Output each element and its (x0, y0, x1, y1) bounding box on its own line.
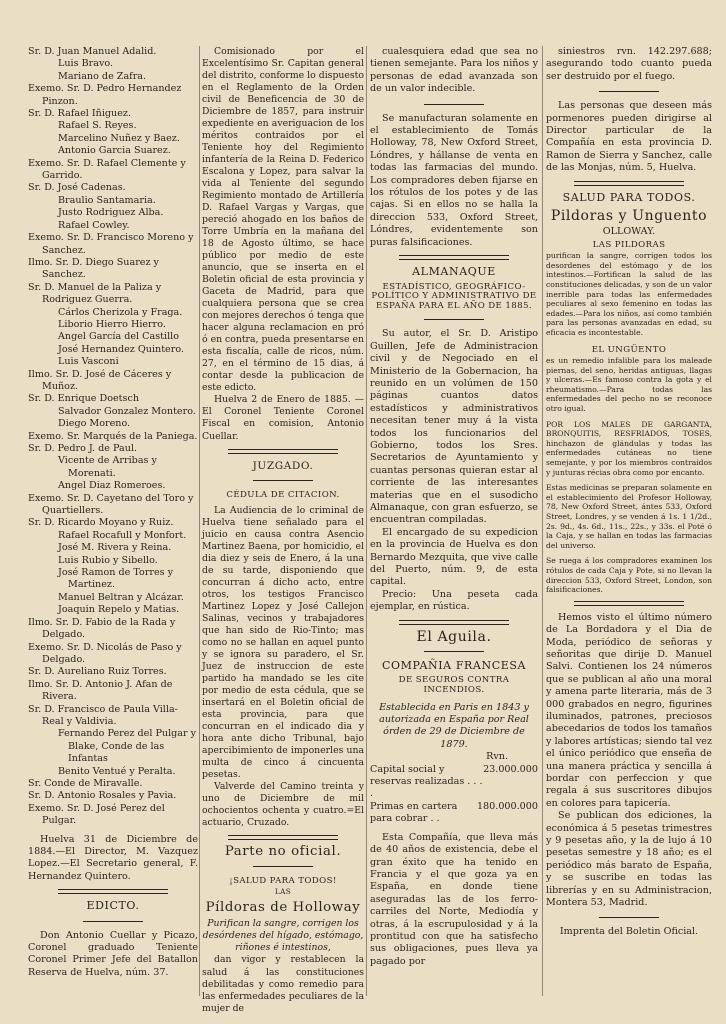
subscriber-name: Sr. D. Pedro J. de Paul. (28, 443, 138, 454)
edicto-intro: Don Antonio Cuellar y Picazo, Coronel graduado Teniente Coronel Primer Jefe del Batallon Reserva de Huelva, núm. 37. (28, 929, 198, 978)
subscriber-name: José M. Rivera y Reina. (58, 542, 172, 554)
medicinas-text: Estas medicinas se preparan solamente en el establecimiento del Profesor Holloway, 78, New Oxford Street, ántes 533, Oxford Street, Londres, y se venden á 1s. 1 1/2d., 2s. 9d., 4s. 6d., 11s., 22s., y 33s. el Poté ó la Caja, y se hallan en todas las farmacias del universo. (546, 483, 712, 550)
column-1 (28, 46, 198, 979)
subscriber-name: Braulio Santamaria. (58, 194, 156, 206)
cedula-body: La Audiencia de lo criminal de Huelva tiene señalado para el juicio en causa contra Asencio Martinez Baena, por homicidio, el dia diez y seis de Enero, á la una de su tarde, disponiendo que concurran á dicho acto, entre otros, los testigos Francisco Martinez Lopez y José Callejon Salinas, vecinos y trabajadores que han sido de Rio-Tinto; mas como no se hallan en aquel punto y se ignora su paradero, el Sr. Juez de instruccion de este partido ha mandado se les cite por medio de esta cédula, que se insertará en el Boletin oficial de esta provincia, para que concurran en el indicado dia y hora ante dicho Tribunal, bajo apercibimiento de imponerles una multa de cinco á cincuenta pesetas. (202, 504, 364, 780)
section-divider (399, 620, 509, 625)
column-rule (542, 46, 543, 996)
compania-established: Establecida en Paris en 1843 y autorizada en España por Real órden de 29 de Diciembre de 1879. (379, 701, 529, 750)
personas-text: Las personas que deseen más pormenores pueden dirigirse al Director particular de la Compañía en esta provincia D. Ramon de Sierra y Sanchez, calle de las Monjas, núm. 5, Huelva. (546, 100, 712, 174)
subscriber-name: Joaquin Repelo y Matias. (58, 604, 180, 616)
manufacture-notice: Se manufacturan solamente en el establecimiento de Tomás Holloway, 78, New Oxford Street, Lóndres, y hállanse de venta en todas las farmacias del mundo. Los compradores deben fijarse en los rótulos de los potes y de las cajas. Si en ellos no se halla la direccion 533, Oxford Street, Lóndres, evidentemente son puras falsificaciones. (370, 112, 538, 248)
rvn-label: Rvn. (486, 751, 508, 763)
subscriber-name: Justo Rodriguez Alba. (58, 207, 164, 219)
subscriber-name: José Ramon de Torres y Martinez. (58, 567, 174, 591)
short-divider (83, 921, 143, 922)
parte-no-oficial-heading: Parte no oficial. (224, 843, 342, 859)
short-divider (253, 866, 313, 867)
salud-heading: ¡SALUD PARA TODOS! (229, 875, 337, 886)
edicto-signature: Huelva 2 de Enero de 1885. —El Coronel Teniente Coronel Fiscal en comision, Antonio Cuellar. (202, 394, 364, 442)
subscriber-name: Cárlos Cherizola y Fraga. (58, 306, 183, 318)
las-label: LAS (274, 887, 292, 896)
subscriber-name: Sr. D. José Cadenas. (28, 182, 126, 194)
subscriber-name: Sr. D. Antonio Rosales y Pavia. (28, 790, 177, 802)
closing-signature: Huelva 31 de Diciembre de 1884.—El Director, M. Vazquez Lopez.—El Secretario general, F. Hernandez Quintero. (28, 833, 198, 882)
subscriber-name: Luis Vasconi (58, 356, 119, 368)
capital-value: 23.000.000 (483, 763, 538, 775)
subscriber-name: Exemo. Sr. D. Pedro Hernandez Pinzon. (28, 83, 182, 107)
subscriber-name: Sr. D. Francisco de Paula Villa-Real y Valdivia. (28, 703, 178, 727)
column-rule (199, 46, 200, 996)
garganta-text: POR LOS MALES DE GARGANTA, BRONQUITIS, RESFRIADOS, TOSES, hinchazon de glándulas y todas las enfermedades cutáneas no tiene semejante, y por los miembros contraidos y junturas récias obra como por encanto. (546, 419, 712, 477)
section-divider (399, 255, 509, 260)
subscriber-name: Ilmo. Sr. D. Fabio de la Rada y Delgado. (28, 616, 176, 641)
subscriber-name: Luis Rubio y Sibello. (58, 554, 158, 566)
cedula-heading: CÉDULA DE CITACION. (226, 489, 340, 500)
encargado-text: El encargado de su expedicion en la provincia de Huelva es don Bernardo Mezquita, que vive calle del Puerto, núm. 9, de esta capital. (370, 526, 538, 588)
column-3 (370, 46, 538, 968)
section-divider (228, 835, 338, 840)
subscriber-name: Sr. D. Ricardo Moyano y Ruiz. (28, 517, 174, 529)
column-2 (202, 46, 364, 1015)
subscriber-name: Luis Bravo. (58, 58, 114, 70)
subscriber-name: Angel García del Castillo (58, 331, 179, 343)
short-divider (424, 104, 484, 105)
subscriber-name: Exemo. Sr. Marqués de la Paniega. (28, 430, 198, 442)
pildoras-holloway-heading: Píldoras de Holloway (205, 900, 361, 916)
unguento-body: es un remedio infalible para los maleade piernas, del seno, heridas antiguas, llagas y ulceras.—Es famoso contra la gota y el rheumatismo.—Para todas las enfermedades del pecho no se reconoce otro igual. (546, 356, 712, 413)
cedula-signature: Valverde del Camino treinta y uno de Diciembre de mil ochocientos ochenta y cuatro.=El actuario, Cruzado. (202, 780, 364, 828)
subscriber-name: Mariano de Zafra. (58, 70, 147, 82)
subscriber-name: Sr. Conde de Miravalle. (28, 777, 143, 789)
holloway-label: OLLOWAY. (602, 226, 656, 238)
compania-heading: COMPAÑIA FRANCESA (381, 659, 527, 673)
ediciones-text: Se publican dos ediciones, la económica á 5 pesetas trimestres y 9 pesetas año, y la de lujo á 10 pesetas semestre y 18 año; es el periódico más barato de España, y se suscribe en todas las librerías y en su Administracion, Montera 53, Madrid. (546, 810, 712, 909)
compania-body: Esta Compañía, que lleva más de 40 años de existencia, debe el gran éxito que ha tenido en Francia y el que goza ya en España, en donde tiene aseguradas las de los ferro-carriles del Norte, Mediodía y otras, á la escrupulosidad y á la prontitud con que ha satisfecho sus obligaciones, pues lleva ya pagado por (370, 831, 538, 967)
subscriber-name: Sr. D. Manuel de la Paliza y Rodriguez Guerra. (28, 281, 162, 306)
subscriber-name: Sr. D. Aureliano Ruiz Torres. (28, 666, 167, 678)
almanaque-subtitle: ESTADÍSTICO, GEOGRÁFICO-POLÍTICO Y ADMINISTRATIVO DE ESPAÑA PARA EL AÑO DE 1885. (371, 281, 537, 311)
subscriber-name: Manuel Beltran y Alcázar. (58, 591, 184, 603)
almanaque-heading: ALMANAQUE (412, 265, 496, 279)
subscriber-name: Rafael Cowley. (58, 219, 130, 231)
short-divider (599, 91, 659, 92)
section-divider (58, 889, 168, 894)
subscriber-name: Benito Ventué y Peralta. (58, 765, 176, 777)
subscriber-name: José Hernandez Quintero. (58, 343, 184, 355)
subscriber-name: Salvador Gonzalez Montero. (58, 405, 196, 417)
column-4 (546, 46, 712, 939)
las-pildoras-heading: LAS PILDORAS (592, 239, 666, 250)
subscriber-names-list (28, 46, 198, 828)
pildoras-body: dan vigor y restablecen la salud á las constituciones debilitadas y como remedio para las enfermedades peculiares de la mujer de (202, 954, 364, 1014)
subscriber-name: Sr. D. Juan Manuel Adalid. (28, 46, 157, 57)
compania-subtitle: DE SEGUROS CONTRA INCENDIOS. (398, 675, 510, 696)
pildoras-italic: Purifican la sangre, corrigen los desórdenes del hígado, estómago, riñones é intestinos, (202, 918, 364, 954)
pildoras-continued: cualesquiera edad que sea no tienen semejante. Para los niños y personas de edad avanzada son de un valor indecible. (370, 46, 538, 95)
subscriber-name: Sr. D. Enrique Doetsch (28, 393, 140, 405)
subscriber-name: Exemo. Sr. D. José Perez del Pulgar. (28, 802, 165, 827)
almanaque-body: Su autor, el Sr. D. Aristipo Guillen, Jefe de Administracion civil y de Negociado en el Ministerio de la Gobernacion, ha reunido en un volúmen de 150 páginas cuantos datos estadísticos y administrativos necesitan tener muy á la vista todos los funcionarios del Gobierno, todos los Sres. Secretarios de Ayuntamiento y cuantas personas quieran estar al corriente de las interesantes materias que en el susodicho Almanaque, con gran esfuerzo, se encuentran compiladas. (370, 328, 538, 526)
juzgado-heading: JUZGADO. (252, 459, 314, 472)
siniestros-text: siniestros rvn. 142.297.688; asegurando todo cuanto pueda ser destruido por el fuego. (546, 46, 712, 82)
edicto-heading: EDICTO. (86, 899, 140, 913)
subscriber-name: Rafael S. Reyes. (58, 120, 137, 132)
salud-heading: SALUD PARA TODOS. (562, 190, 696, 204)
capital-row (370, 764, 538, 801)
subscriber-name: Fernando Perez del Pulgar y Blake, Conde de las Infantas (58, 728, 197, 765)
pildoras-body: purifican la sangre, corrigen todos los desordenes del estómago y de los intestinos.—Fortifican la salud de las constituciones delicadas, y son de un valor inerrible para todas las enfermedades peculiares al sexo femenino en todas las edades.—Para los niños, así como también para las personas avanzadas en edad, su eficacia es incontestable. (546, 251, 712, 338)
capital-label: Capital social y reservas realizadas . . . . (370, 763, 483, 800)
short-divider (424, 319, 484, 320)
primas-label: Primas en cartera para cobrar . . (370, 800, 458, 825)
short-divider (424, 651, 484, 652)
subscriber-name: Sr. D. Rafael Iñiguez. (28, 108, 132, 120)
primas-value: 180.000.000 (476, 800, 538, 812)
aguila-heading: El Aguila. (416, 628, 492, 645)
ruega-text: Se ruega á los compradores examinen los rótulos de cada Caja y Pote, si no llevan la direccion 533, Oxford Street, London, son falsificaciones. (546, 556, 712, 595)
subscriber-name: Ilmo. Sr. D. Antonio J. Afan de Rivera. (28, 678, 173, 703)
unguento-heading: EL UNGÜENTO (591, 344, 667, 355)
section-divider (574, 601, 684, 606)
subscriber-name: Vicente de Arribas y Morenati. (58, 455, 157, 479)
precio-text: Precio: Una peseta cada ejemplar, en rústica. (370, 588, 538, 613)
subscriber-name: Exemo. Sr. D. Cayetano del Toro y Quartiellers. (28, 492, 194, 517)
short-divider (253, 480, 313, 481)
subscriber-name: Rafael Rocafull y Monfort. (58, 529, 187, 541)
subscriber-name: Ilmo. Sr. D. Diego Suarez y Sanchez. (28, 256, 159, 281)
subscriber-name: Exemo. Sr. D. Francisco Moreno y Sanchez. (28, 232, 194, 256)
subscriber-name: Exemo. Sr. D. Nicolás de Paso y Delgado. (28, 641, 182, 665)
subscriber-name: Antonio Garcia Suarez. (58, 145, 171, 157)
column-rule (366, 46, 367, 996)
section-divider (228, 449, 338, 454)
subscriber-name: Liborio Hierro Hierro. (58, 318, 166, 330)
subscriber-name: Angel Diaz Romeroes. (58, 480, 166, 492)
subscriber-name: Marcelino Nuñez y Baez. (58, 132, 180, 144)
primas-row (370, 801, 538, 826)
short-divider (599, 917, 659, 918)
subscriber-name: Diego Moreno. (58, 418, 131, 430)
subscriber-name: Exemo. Sr. D. Rafael Clemente y Garrido. (28, 157, 186, 182)
pildoras-unguento-heading: Pildoras y Unguento (550, 208, 708, 225)
imprenta-footer: Imprenta del Boletin Oficial. (559, 926, 699, 938)
edicto-body: Comisionado por el Excelentísimo Sr. Capitan general del distrito, conforme lo dispuesto en el Reglamento de la Orden civil de Beneficencia de 30 de Diciembre de 1857, para instruir expediente en averiguacion de los méritos contraidos por el Teniente hoy del Regimiento infantería de la Reina D. Federico Escalona y Lopez, para salvar la vida al Teniente del segundo Regimiento montado de Artillería D. Rafael Vargas y Vargas, que pereció ahogado en los baños de Torre Umbría en la mañana del 18 de Agosto último, se hace público por medio de este anuncio, que se inserta en el Boletin oficial de esta provincia y Gaceta de Madrid, para que cualquiera persona que se crea con mejores derechos ó tenga que hacer alguna reclamacion en pró ó en contra, pueda presentarse en esta fiscalía, calle de ricos, núm. 27, en el término de 15 dias, á contar desde la publicacion de este edicto. (202, 46, 364, 394)
section-divider (574, 181, 684, 186)
subscriber-name: Ilmo. Sr. D. José de Cáceres y Muñoz. (28, 368, 172, 392)
bordadora-text: Hemos visto el último número de La Bordadora y el Dia de Moda, periódico de señoras y señoritas que dirije D. Manuel Salvi. Contienen los 24 números que se publican al año una moral y amena parte literaria, más de 3 000 grabados en negro, figurines iluminados, patrones, preciosos abecedarios de todos los tamaños y labores artísticas; siendo tal vez el único periódico que enseña de una manera práctica y sencilla á bordar con perfeccion y que regala á sus suscritores dibujos en colores para tapicería. (546, 611, 712, 809)
